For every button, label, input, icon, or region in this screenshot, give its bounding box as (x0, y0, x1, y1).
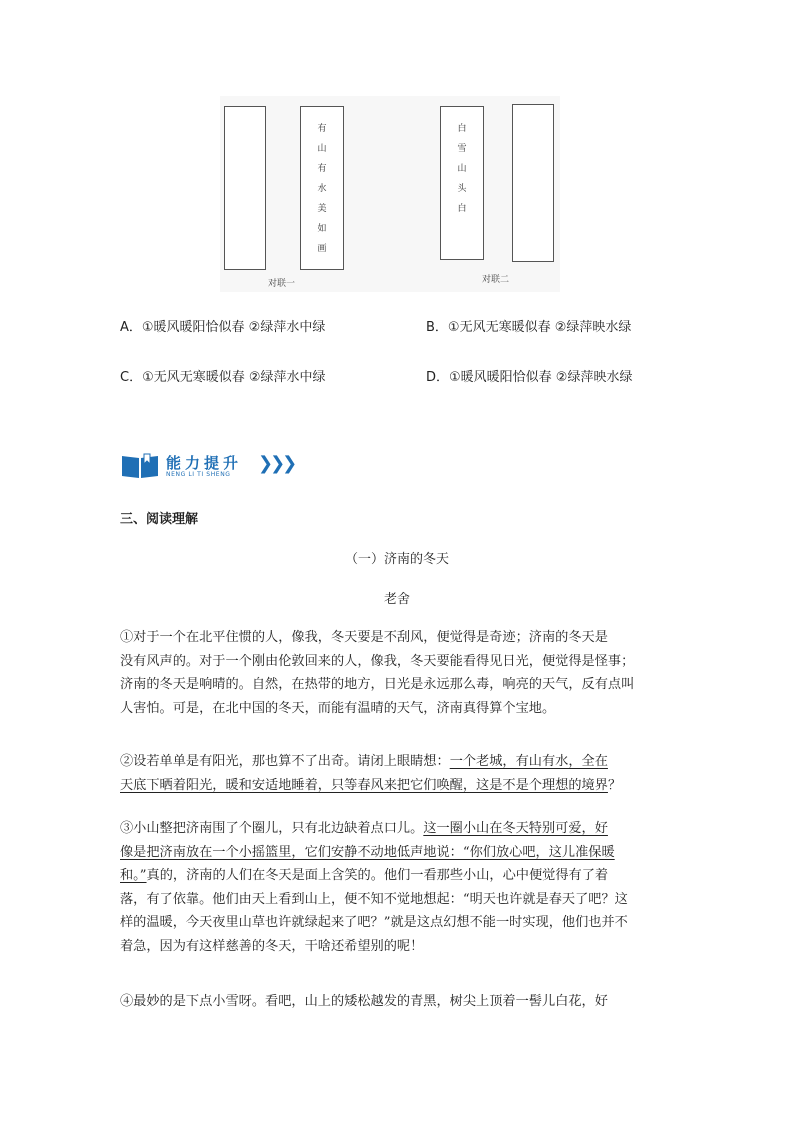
underlined-sentence: 和。” (120, 868, 147, 883)
paragraph-line: 着急，因为有这样慈善的冬天，干啥还希望别的呢！ (120, 938, 424, 954)
paragraph-2 (120, 750, 676, 797)
ability-banner (120, 452, 320, 482)
underlined-sentence: 像是把济南放在一个小摇篮里，它们安静不动地低声地说：“你们放心吧，这儿准保暖 (120, 844, 615, 860)
paragraph-line: ③小山整把济南围了个圈儿，只有北边缺着点口儿。这一圈小山在冬天特别可爱，好 (120, 821, 608, 836)
couplet-figure (220, 96, 560, 292)
paragraph-line: ①对于一个在北平住惯的人，像我，冬天要是不刮风，便觉得是奇迹；济南的冬天是 (120, 630, 608, 645)
paragraph-line (120, 841, 676, 865)
paragraph-line: 人害怕。可是，在北中国的冬天，而能有温晴的天气，济南真得算个宝地。 (120, 700, 556, 716)
couplet-two-left-scroll (440, 106, 484, 260)
paragraph-line: ④最妙的是下点小雪呀。看吧，山上的矮松越发的青黑，树尖上顶着一髻儿白花，好 (120, 994, 608, 1009)
chevron-right-icon: ❯❯❯ (258, 453, 295, 474)
banner-title: 能力提升 (166, 454, 243, 472)
paragraph-line: 落，有了依靠。他们由天上看到山上，便不知不觉地想起：“明天也许就是春天了吧？这 (120, 891, 628, 907)
couplet-one-text: 有 山 有 水 美 如 画 (317, 124, 327, 254)
caption-couplet-two: 对联二 (482, 275, 510, 285)
paragraph-line: 样的温暖，今天夜里山草也许就绿起来了吧？”就是这点幻想不能一时实现，他们也并不 (120, 915, 628, 930)
option-d[interactable]: D．①暖风暖阳恰似春 ②绿萍映水绿 (426, 370, 633, 385)
couplet-two-right-scroll (512, 104, 554, 262)
article-author: 老舍 (383, 592, 410, 607)
option-a[interactable]: A．①暖风暖阳恰似春 ②绿萍水中绿 (120, 320, 326, 335)
paragraph-1 (120, 626, 676, 720)
couplet-one-right-scroll (300, 106, 344, 270)
option-b[interactable]: B．①无风无寒暖似春 ②绿萍映水绿 (426, 320, 632, 335)
paragraph-3 (120, 817, 676, 958)
section-heading: 三、阅读理解 (120, 512, 199, 527)
paragraph-4 (120, 990, 676, 1014)
open-book-icon (120, 452, 160, 480)
underlined-sentence: 这一圈小山在冬天特别可爱，好 (423, 821, 608, 836)
underlined-sentence: 一个老城，有山有水，全在 (449, 754, 608, 769)
caption-couplet-one: 对联一 (268, 279, 296, 289)
paragraph-line: 济南的冬天是响晴的。自然，在热带的地方，日光是永远那么毒，响亮的天气，反有点叫 (120, 677, 635, 692)
paragraph-line: ②设若单单是有阳光，那也算不了出奇。请闭上眼睛想：一个老城，有山有水，全在 (120, 754, 608, 769)
article-title: （一）济南的冬天 (344, 552, 449, 567)
paragraph-line: 天底下晒着阳光，暖和安适地睡着，只等春风来把它们唤醒，这是不是个理想的境界？ (120, 777, 622, 793)
couplet-two-text: 白 雪 山 头 白 (457, 124, 467, 214)
option-c[interactable]: C．①无风无寒暖似春 ②绿萍水中绿 (120, 370, 326, 385)
paragraph-line: 和。”真的，济南的人们在冬天是面上含笑的。他们一看那些小山，心中便觉得有了着 (120, 868, 609, 883)
paragraph-line: 没有风声的。对于一个刚由伦敦回来的人，像我，冬天要能看得见日光，便觉得是怪事； (120, 653, 635, 669)
underlined-sentence: 天底下晒着阳光，暖和安适地睡着，只等春风来把它们唤醒，这是不是个理想的境界 (120, 777, 608, 793)
couplet-one-left-scroll (224, 106, 266, 270)
banner-subtitle: NENG LI TI SHENG (166, 471, 231, 478)
